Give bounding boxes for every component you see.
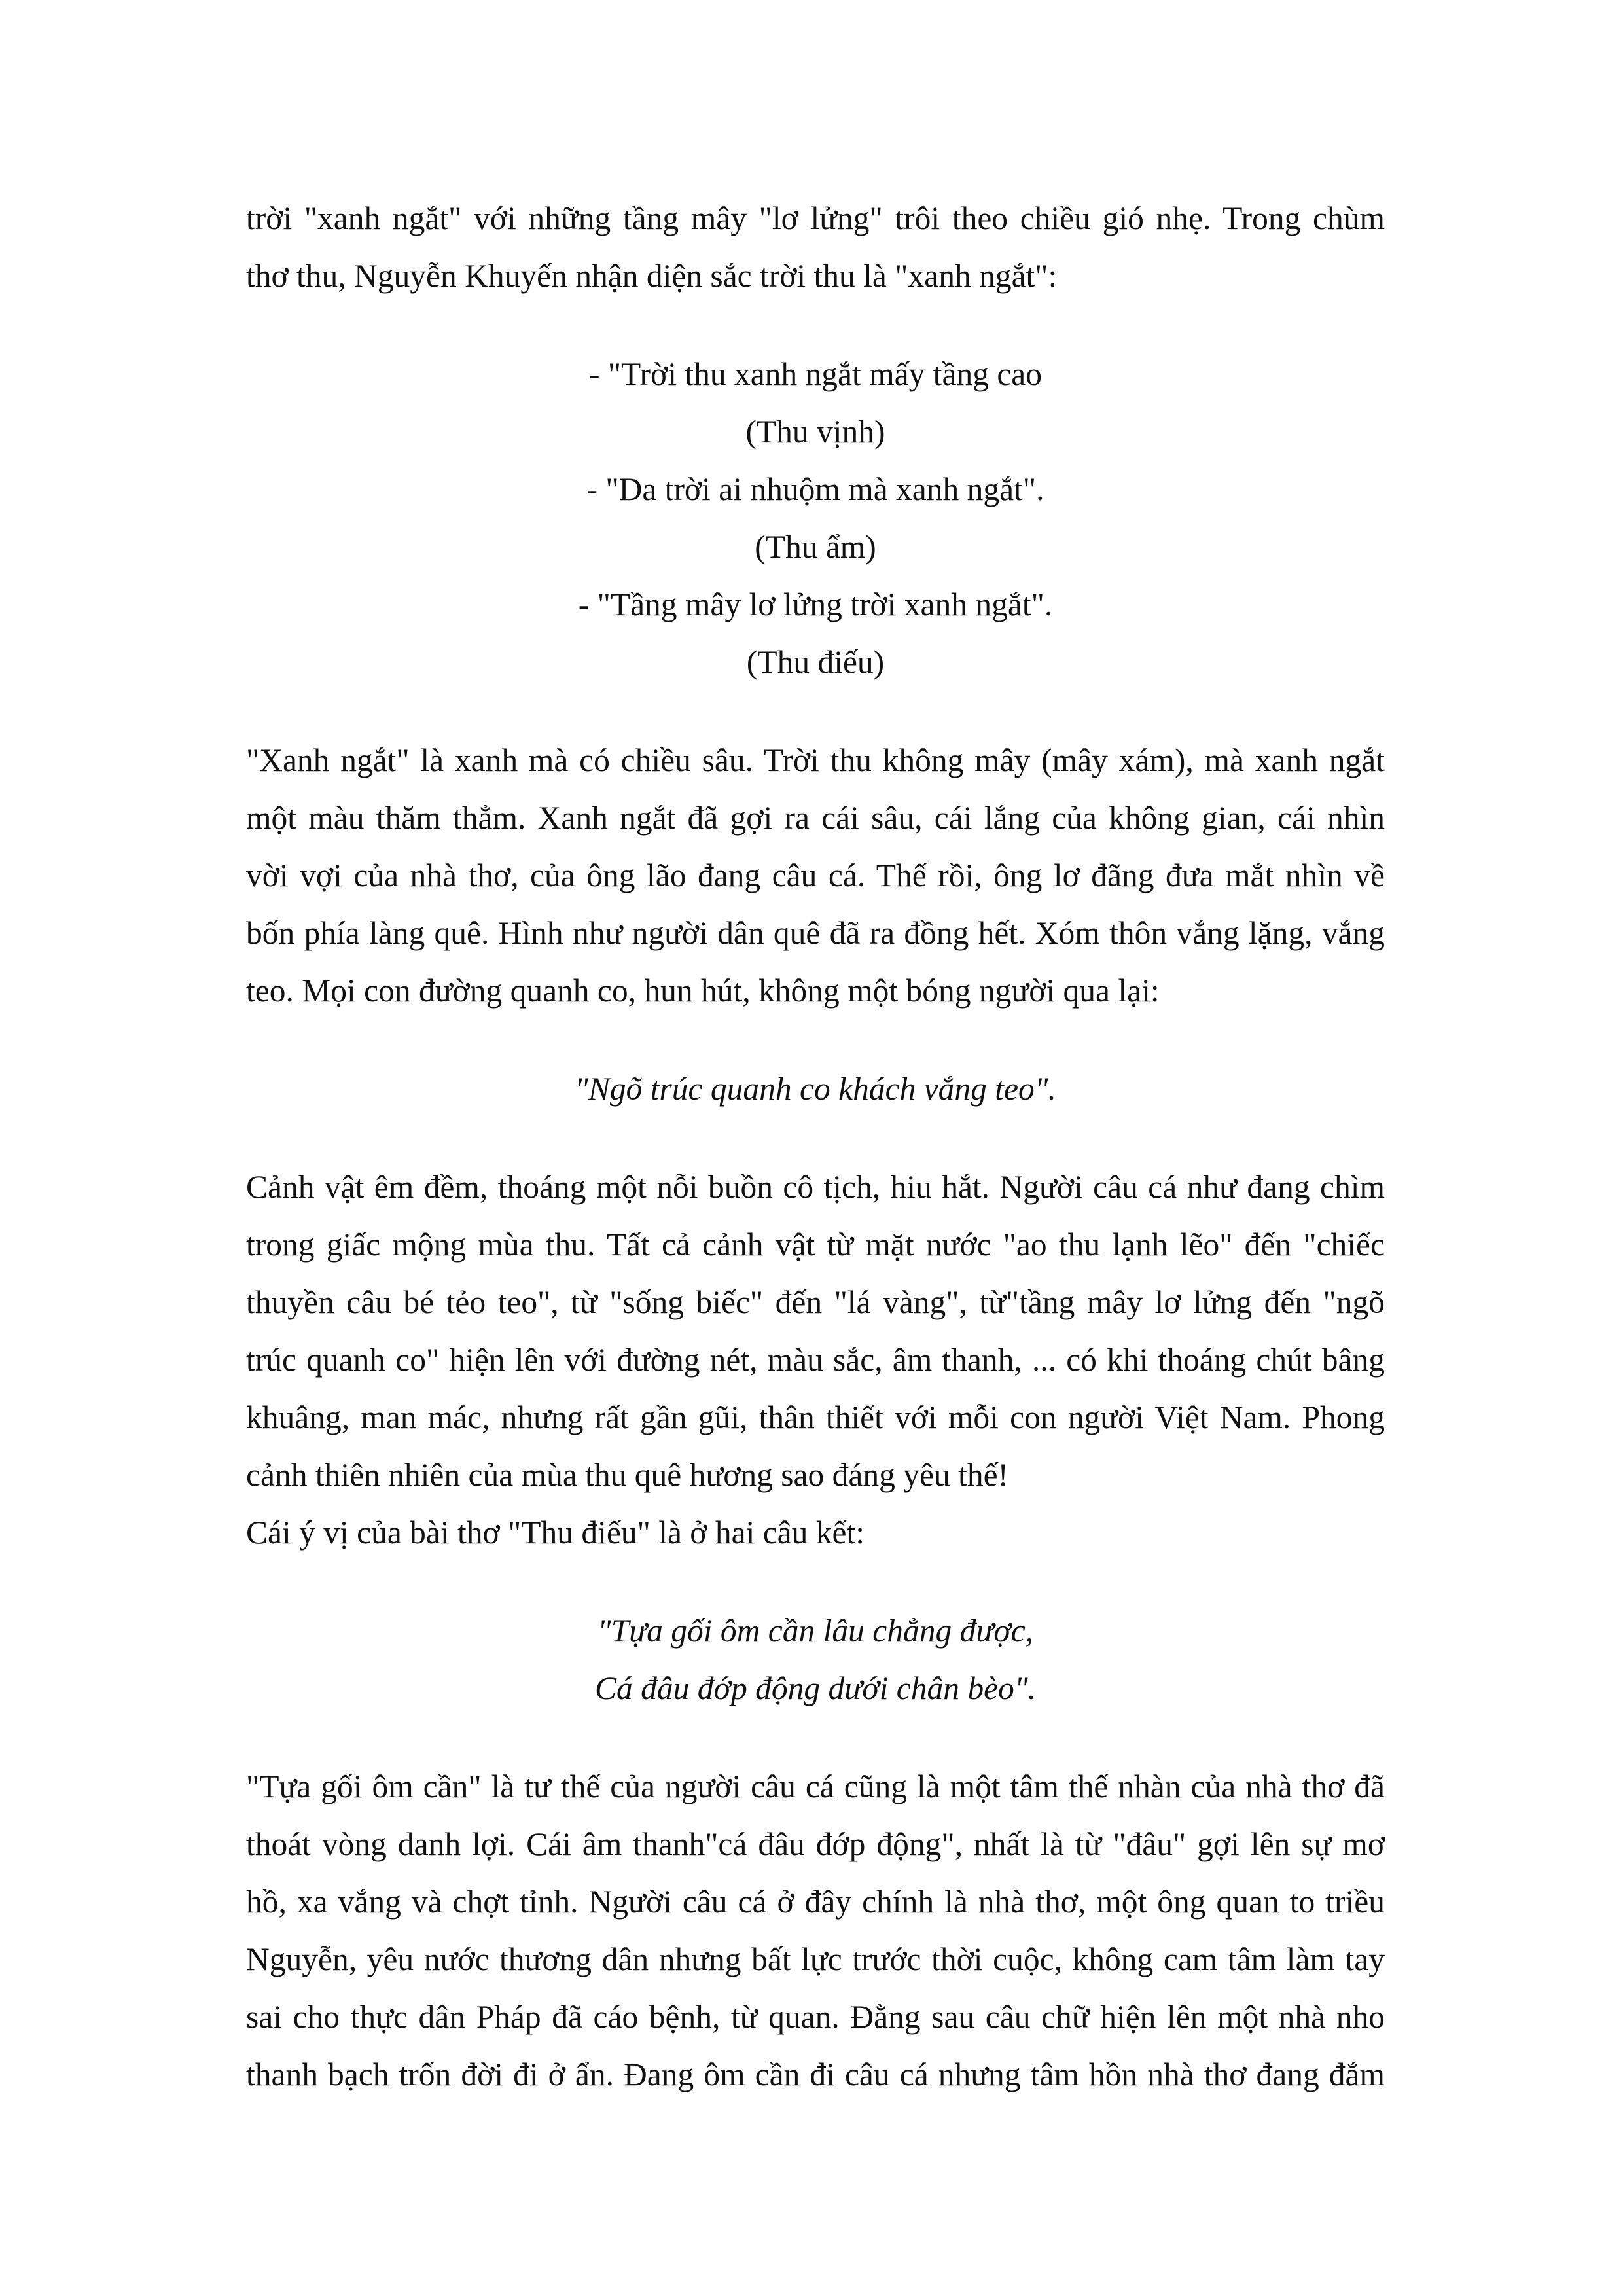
paragraph-line: trúc quanh co" hiện lên với đường nét, màu sắc, âm thanh, ... có khi thoáng chút bâng bbox=[246, 1342, 1385, 1378]
paragraph-line: Nguyễn, yêu nước thương dân nhưng bất lực trước thời cuộc, không cam tâm làm tay bbox=[246, 1941, 1385, 1977]
paragraph-line: teo. Mọi con đường quanh co, hun hút, không một bóng người qua lại: bbox=[246, 973, 1160, 1009]
paragraph-line: thơ thu, Nguyễn Khuyến nhận diện sắc trời thu là "xanh ngắt": bbox=[246, 258, 1058, 294]
paragraph-line: cảnh thiên nhiên của mùa thu quê hương sao đáng yêu thế! bbox=[246, 1457, 1009, 1493]
paragraph-1 bbox=[246, 190, 1385, 305]
paragraph-line: trong giấc mộng mùa thu. Tất cả cảnh vật từ mặt nước "ao thu lạnh lẽo" đến "chiếc bbox=[246, 1227, 1385, 1263]
paragraph-line: Cái ý vị của bài thơ "Thu điếu" là ở hai câu kết: bbox=[246, 1515, 865, 1551]
paragraph-line: một màu thăm thẳm. Xanh ngắt đã gợi ra cái sâu, cái lắng của không gian, cái nhìn bbox=[246, 800, 1385, 836]
paragraph-line: thoát vòng danh lợi. Cái âm thanh"cá đâu đớp động", nhất là từ "đâu" gợi lên sự mơ bbox=[246, 1826, 1385, 1862]
paragraph-2 bbox=[246, 732, 1385, 1020]
poem-line: "Ngõ trúc quanh co khách vắng teo". bbox=[575, 1071, 1056, 1107]
poem-source: (Thu điếu) bbox=[746, 644, 885, 680]
paragraph-4 bbox=[246, 1758, 1385, 2104]
page-content bbox=[246, 190, 1385, 2104]
poem-quotes-1 bbox=[246, 346, 1385, 691]
poem-source: (Thu ẩm) bbox=[755, 529, 876, 565]
paragraph-line: thanh bạch trốn đời đi ở ẩn. Đang ôm cần đi câu cá nhưng tâm hồn nhà thơ đang đắm bbox=[246, 2056, 1385, 2092]
poem-line: Cá đâu đớp động dưới chân bèo". bbox=[595, 1670, 1036, 1706]
paragraph-line: bốn phía làng quê. Hình như người dân quê đã ra đồng hết. Xóm thôn vắng lặng, vắng bbox=[246, 915, 1385, 951]
paragraph-line: khuâng, man mác, nhưng rất gần gũi, thân thiết với mỗi con người Việt Nam. Phong bbox=[246, 1399, 1385, 1435]
poem-line: - "Da trời ai nhuộm mà xanh ngắt". bbox=[586, 471, 1044, 507]
paragraph-3 bbox=[246, 1158, 1385, 1562]
poem-line: "Tựa gối ôm cần lâu chẳng được, bbox=[597, 1613, 1034, 1649]
paragraph-line: trời "xanh ngắt" với những tầng mây "lơ lửng" trôi theo chiều gió nhẹ. Trong chùm bbox=[246, 200, 1385, 236]
paragraph-line: sai cho thực dân Pháp đã cáo bệnh, từ quan. Đằng sau câu chữ hiện lên một nhà nho bbox=[246, 1999, 1385, 2035]
paragraph-line: "Xanh ngắt" là xanh mà có chiều sâu. Trời thu không mây (mây xám), mà xanh ngắt bbox=[246, 742, 1385, 778]
poem-quote-3 bbox=[246, 1602, 1385, 1717]
paragraph-line: "Tựa gối ôm cần" là tư thế của người câu cá cũng là một tâm thế nhàn của nhà thơ đã bbox=[246, 1768, 1385, 1804]
paragraph-line: vời vợi của nhà thơ, của ông lão đang câu cá. Thế rồi, ông lơ đãng đưa mắt nhìn về bbox=[246, 857, 1385, 893]
paragraph-line: Cảnh vật êm đềm, thoáng một nỗi buồn cô tịch, hiu hắt. Người câu cá như đang chìm bbox=[246, 1169, 1385, 1205]
paragraph-line: thuyền câu bé tẻo teo", từ "sống biếc" đến "lá vàng", từ"tầng mây lơ lửng đến "ngõ bbox=[246, 1284, 1385, 1320]
poem-line: - "Tầng mây lơ lửng trời xanh ngắt". bbox=[578, 586, 1053, 622]
poem-line: - "Trời thu xanh ngắt mấy tầng cao bbox=[588, 356, 1043, 392]
poem-source: (Thu vịnh) bbox=[745, 414, 885, 450]
paragraph-line: hồ, xa vắng và chợt tỉnh. Người câu cá ở đây chính là nhà thơ, một ông quan to triều bbox=[246, 1884, 1385, 1920]
poem-quote-2 bbox=[246, 1060, 1385, 1118]
